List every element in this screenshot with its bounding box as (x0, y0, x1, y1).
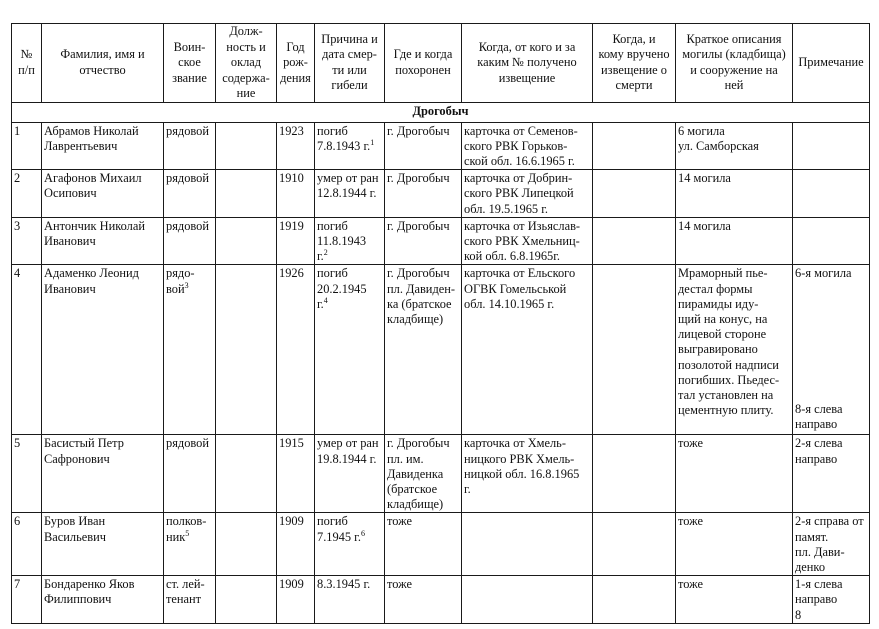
cell-position (216, 217, 277, 265)
footnote-marker[interactable]: 5 (185, 528, 190, 538)
cell-number (12, 265, 42, 435)
cell-grave-description (676, 513, 793, 576)
footnote-marker[interactable]: 2 (323, 248, 328, 257)
cell-notice-received (462, 170, 593, 218)
cell-position (216, 122, 277, 170)
cell-notice-received-text: карточка от Добрин- ского РВК Липецкой обл. 19.5.1965 г. (464, 171, 574, 216)
cell-death-cause-date (315, 217, 385, 265)
cell-number-text: 6 (14, 514, 21, 529)
header-full-name: Фамилия, имя и отчество (42, 24, 164, 103)
cell-rank (164, 217, 216, 265)
cell-burial-place-text: г. Дрогобыч (387, 171, 450, 186)
cell-birth-year-text: 1919 (279, 218, 304, 233)
cell-position (216, 513, 277, 576)
cell-burial-place (385, 435, 462, 513)
cell-rank (164, 435, 216, 513)
cell-birth-year-text: 1926 (279, 266, 304, 281)
cell-rank-text: рядо- вой (166, 266, 195, 296)
cell-number-text: 3 (14, 218, 21, 233)
cell-death-cause-date-text: погиб 11.8.1943 г. (317, 218, 367, 264)
header-grave-description: Краткое описания могилы (кладбища) и сооружение на ней (676, 24, 793, 103)
cell-grave-description (676, 170, 793, 218)
cell-birth-year (277, 435, 315, 513)
header-death-cause-date: Причина и дата смер- ти или гибели (315, 24, 385, 103)
cell-note (793, 435, 870, 513)
cell-grave-description-text: тоже (678, 577, 704, 592)
cell-death-cause-date-text: 8.3.1945 г. (317, 577, 371, 592)
cell-death-cause-date (315, 122, 385, 170)
cell-death-cause-date-text: умер от ран 19.8.1944 г. (317, 436, 379, 466)
cell-position (216, 265, 277, 435)
cell-death-cause-date (315, 513, 385, 576)
cell-notice-delivered (593, 576, 676, 624)
cell-burial-place (385, 122, 462, 170)
cell-rank (164, 122, 216, 170)
table-row (12, 576, 870, 624)
cell-birth-year (277, 576, 315, 624)
burial-registry-table (11, 23, 870, 624)
cell-birth-year (277, 122, 315, 170)
cell-position (216, 576, 277, 624)
cell-death-cause-date-text: погиб 20.2.1945 г. (317, 266, 367, 311)
cell-note (793, 576, 870, 624)
note-bottom-text: 8-я слева направо (795, 401, 843, 432)
cell-notice-delivered (593, 265, 676, 435)
cell-number (12, 170, 42, 218)
cell-rank (164, 170, 216, 218)
cell-death-cause-date-text: умер от ран 12.8.1944 г. (317, 171, 379, 201)
cell-rank-text: рядовой (166, 123, 209, 138)
cell-rank (164, 576, 216, 624)
cell-notice-received (462, 122, 593, 170)
footnote-marker[interactable]: 1 (370, 137, 375, 147)
cell-notice-delivered (593, 217, 676, 265)
cell-note (793, 122, 870, 170)
cell-death-cause-date (315, 265, 385, 435)
header-notice-delivered: Когда, и кому вручено извещение о смерти (593, 24, 676, 103)
cell-number-text: 7 (14, 577, 21, 592)
cell-notice-received (462, 576, 593, 624)
cell-burial-place (385, 576, 462, 624)
cell-grave-description (676, 217, 793, 265)
cell-rank (164, 265, 216, 435)
cell-full-name (42, 122, 164, 170)
cell-birth-year (277, 170, 315, 218)
section-row (12, 102, 870, 122)
cell-full-name-text: Басистый Петр Сафронович (44, 436, 124, 466)
cell-birth-year (277, 217, 315, 265)
cell-burial-place-text: тоже (387, 514, 413, 529)
cell-full-name (42, 576, 164, 624)
note-top-text: 6-я могила (795, 266, 852, 281)
cell-notice-received-text: карточка от Ельского ОГВК Гомельськой обл. 14.10.1965 г. (464, 266, 576, 311)
cell-full-name-text: Агафонов Михаил Осипович (44, 171, 142, 201)
cell-rank-text: полков- ник (166, 514, 207, 544)
cell-number (12, 576, 42, 624)
footnote-marker[interactable]: 3 (184, 280, 189, 290)
cell-notice-received (462, 435, 593, 513)
cell-notice-delivered (593, 170, 676, 218)
cell-grave-description-text: 6 могила ул. Самборская (678, 123, 759, 153)
table-row (12, 122, 870, 170)
cell-burial-place-text: г. Дрогобыч пл. им. Давиденка (братское кладбище) (387, 436, 450, 512)
cell-grave-description-text: тоже (678, 514, 704, 529)
header-number: № п/п (12, 24, 42, 103)
table-row (12, 435, 870, 513)
cell-rank-text: рядовой (166, 218, 209, 233)
cell-full-name-text: Адаменко Леонид Иванович (44, 266, 139, 296)
cell-full-name-text: Бондаренко Яков Филиппович (44, 577, 135, 607)
cell-grave-description (676, 435, 793, 513)
cell-burial-place (385, 217, 462, 265)
cell-birth-year-text: 1909 (279, 514, 304, 529)
cell-number (12, 217, 42, 265)
cell-number-text: 2 (14, 171, 21, 186)
cell-note-text: 2-я справа от памят. пл. Дави- денко (795, 514, 864, 574)
header-rank: Воин- ское звание (164, 24, 216, 103)
cell-death-cause-date (315, 576, 385, 624)
cell-notice-delivered (593, 435, 676, 513)
cell-grave-description-text: 14 могила (678, 218, 731, 233)
cell-grave-description-text: тоже (678, 436, 704, 451)
cell-number (12, 513, 42, 576)
cell-burial-place (385, 170, 462, 218)
cell-grave-description (676, 265, 793, 435)
cell-burial-place (385, 513, 462, 576)
cell-note-text: 1-я слева направо 8 (795, 577, 843, 622)
cell-full-name-text: Антончик Николай Иванович (44, 218, 145, 248)
cell-rank-text: рядовой (166, 171, 209, 186)
cell-full-name-text: Буров Иван Васильевич (44, 514, 106, 544)
cell-number (12, 122, 42, 170)
cell-burial-place-text: г. Дрогобыч (387, 123, 450, 138)
cell-notice-received (462, 513, 593, 576)
cell-notice-received-text: карточка от Семенов- ского РВК Горьков- ской обл. 16.6.1965 г. (464, 123, 578, 168)
cell-rank (164, 513, 216, 576)
cell-notice-received-text: карточка от Хмель- ницкого РВК Хмель- ницкой обл. 16.8.1965 г. (464, 436, 580, 496)
cell-notice-received (462, 217, 593, 265)
section-title: Дрогобыч (12, 102, 870, 122)
cell-birth-year-text: 1915 (279, 436, 304, 451)
cell-note-text: 2-я слева направо (795, 436, 843, 466)
cell-death-cause-date-text: погиб 7.1945 г. (317, 514, 361, 544)
cell-grave-description (676, 122, 793, 170)
cell-note (793, 265, 870, 435)
cell-notice-received (462, 265, 593, 435)
cell-full-name (42, 217, 164, 265)
cell-notice-delivered (593, 513, 676, 576)
cell-rank-text: ст. лей- тенант (166, 577, 205, 607)
header-note: Примечание (793, 24, 870, 103)
cell-note (793, 513, 870, 576)
cell-death-cause-date-text: погиб 7.8.1943 г. (317, 123, 371, 153)
cell-burial-place-text: г. Дрогобыч пл. Давиден- ка (братское кладбище) (387, 266, 456, 326)
cell-number-text: 4 (14, 266, 21, 281)
cell-rank-text: рядовой (166, 436, 209, 451)
cell-note (793, 170, 870, 218)
table-header-row (12, 24, 870, 103)
cell-full-name-text: Абрамов Николай Лаврентьевич (44, 123, 139, 153)
header-position: Долж- ность и оклад содержа- ние (216, 24, 277, 103)
cell-birth-year-text: 1923 (279, 123, 304, 138)
cell-burial-place-text: тоже (387, 577, 413, 592)
header-burial-place: Где и когда похоронен (385, 24, 462, 103)
table-row (12, 513, 870, 576)
cell-full-name (42, 265, 164, 435)
cell-grave-description-text: 14 могила (678, 171, 731, 186)
cell-death-cause-date (315, 435, 385, 513)
cell-grave-description (676, 576, 793, 624)
cell-full-name (42, 170, 164, 218)
cell-birth-year-text: 1910 (279, 171, 304, 186)
footnote-marker[interactable]: 4 (323, 295, 328, 305)
cell-grave-description-text: Мраморный пье- дестал формы пирамиды иду- щий на конус, на лицевой стороне выгравировано позолотой надписи погибших. Пьедес- тал установлен на цементную плиту. (678, 266, 780, 418)
cell-birth-year (277, 513, 315, 576)
cell-number (12, 435, 42, 513)
table-row (12, 170, 870, 218)
cell-burial-place-text: г. Дрогобыч (387, 218, 450, 233)
cell-position (216, 170, 277, 218)
footnote-marker[interactable]: 6 (360, 528, 365, 538)
table-row (12, 265, 870, 435)
header-birth-year: Год рож- дения (277, 24, 315, 103)
cell-birth-year (277, 265, 315, 435)
note-split (795, 266, 867, 432)
cell-position (216, 435, 277, 513)
cell-note (793, 217, 870, 265)
cell-burial-place (385, 265, 462, 435)
cell-birth-year-text: 1909 (279, 577, 304, 592)
cell-number-text: 1 (14, 123, 21, 138)
cell-full-name (42, 513, 164, 576)
table-row (12, 217, 870, 265)
cell-full-name (42, 435, 164, 513)
cell-death-cause-date (315, 170, 385, 218)
cell-notice-received-text: карточка от Изьяслав- ского РВК Хмельниц- кой обл. 6.8.1965г. (464, 218, 581, 264)
header-notice-received: Когда, от кого и за каким № получено извещение (462, 24, 593, 103)
cell-number-text: 5 (14, 436, 21, 451)
cell-notice-delivered (593, 122, 676, 170)
